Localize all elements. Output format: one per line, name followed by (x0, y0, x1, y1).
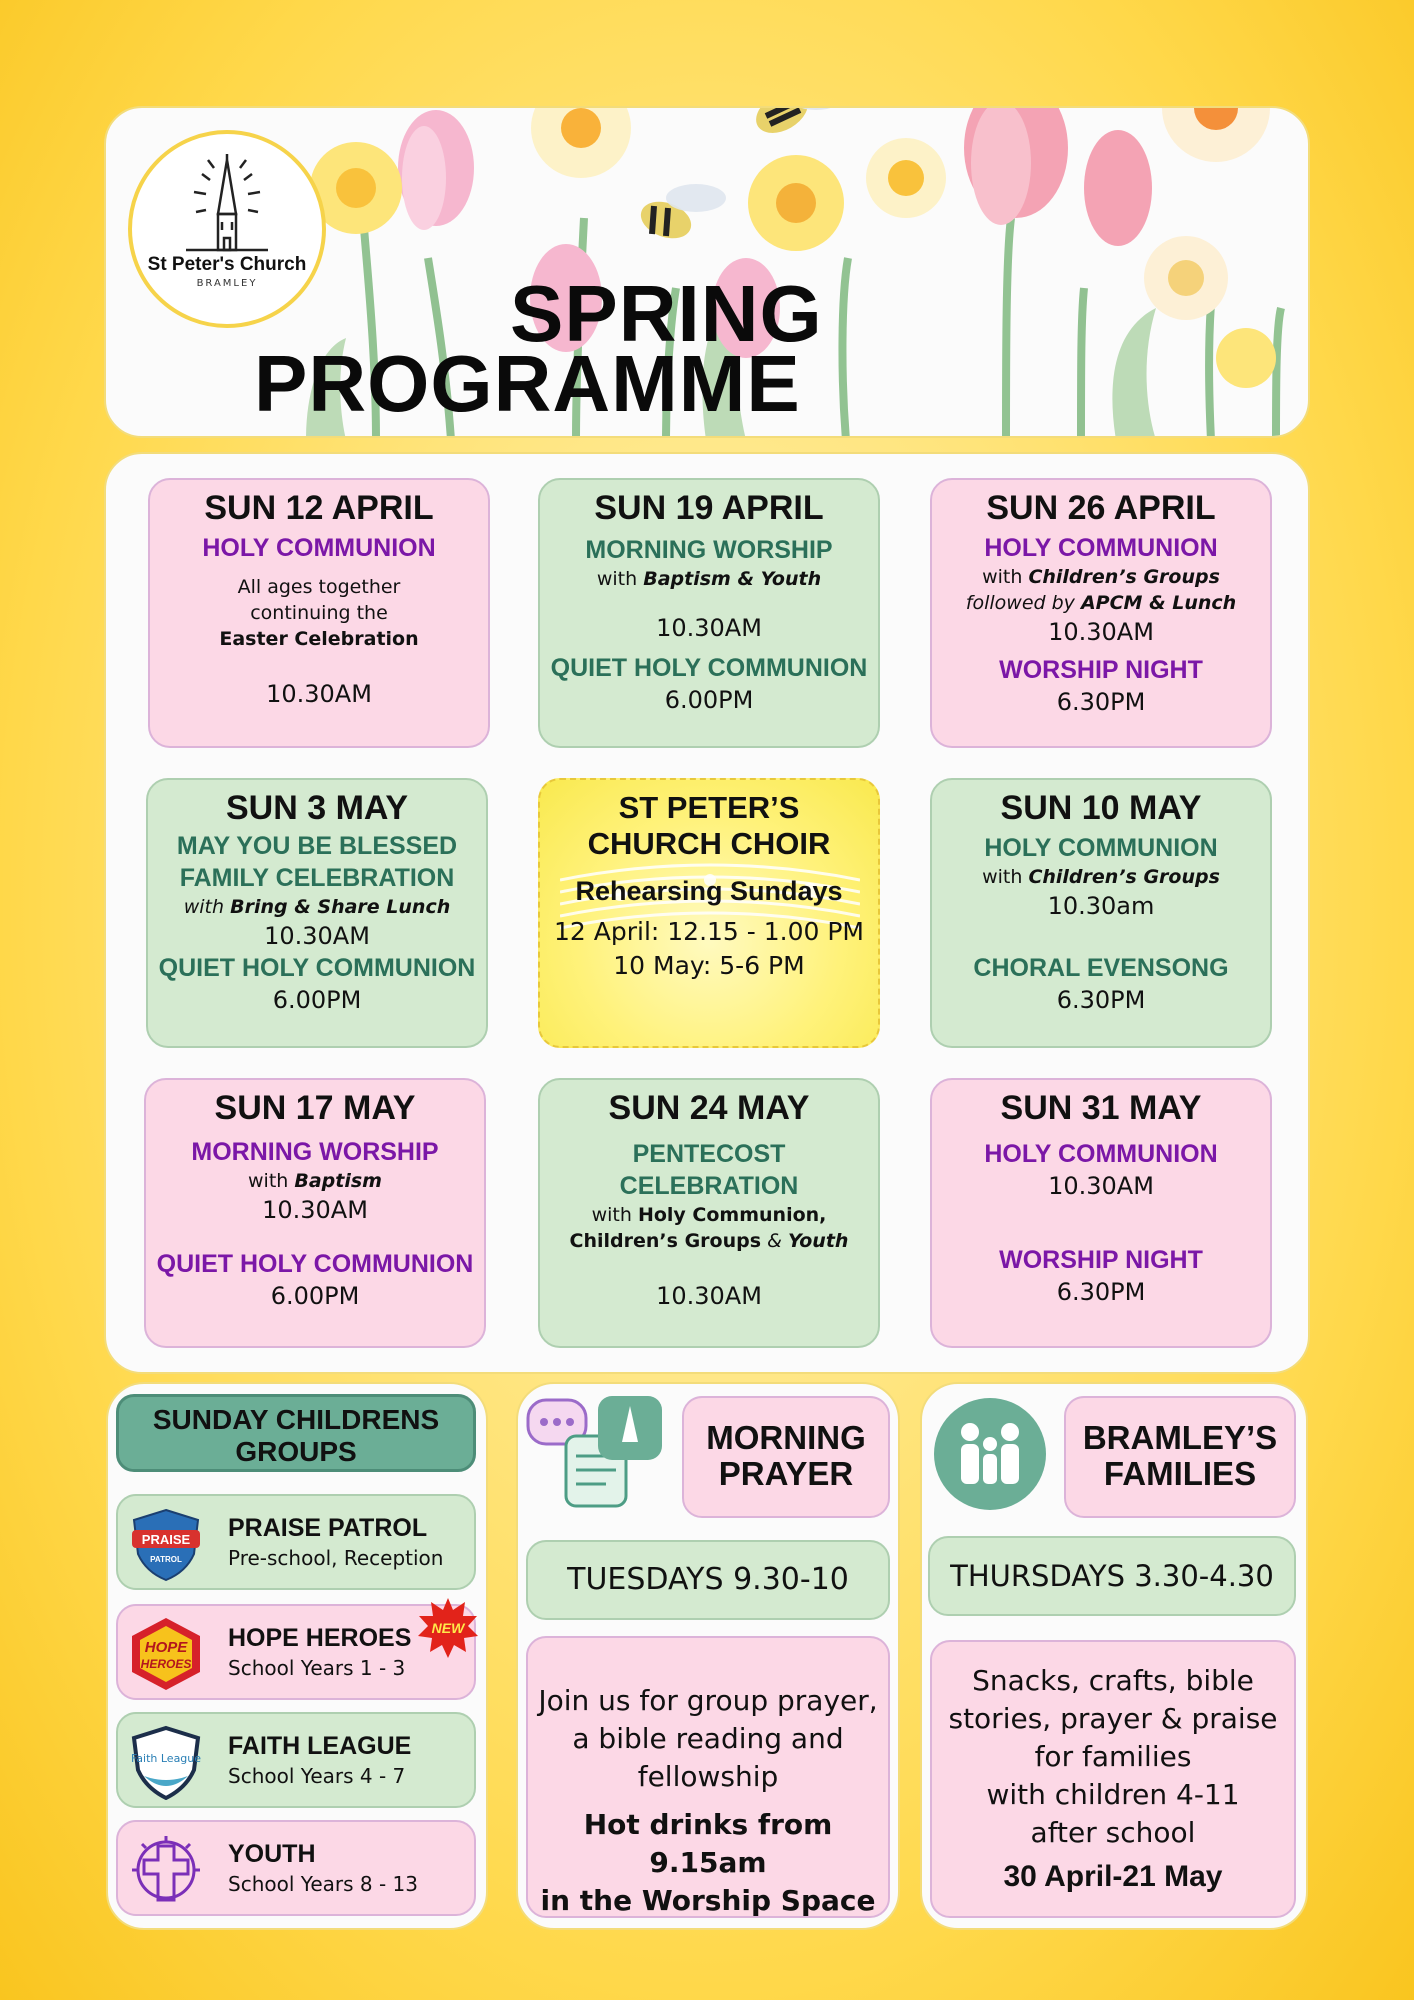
event-heading-2: QUIET HOLY COMMUNION (158, 954, 476, 982)
families-title-line2: FAMILIES (1103, 1455, 1257, 1492)
event-card-sun-19-april (538, 478, 880, 748)
event-heading: MORNING WORSHIP (191, 1138, 439, 1166)
event-heading: HOLY COMMUNION (984, 1140, 1218, 1168)
event-date: SUN 31 MAY (1000, 1089, 1202, 1127)
event-card-sun-17-may (144, 1078, 486, 1348)
group-ages: Pre-school, Reception (228, 1546, 444, 1570)
group-name: PRAISE PATROL (228, 1514, 428, 1542)
description-line: for families (1034, 1740, 1192, 1773)
morning-prayer-description (526, 1636, 890, 1918)
event-heading: HOLY COMMUNION (202, 534, 436, 562)
event-card-sun-12-april (148, 478, 490, 748)
event-heading-b: FAMILY CELEBRATION (179, 864, 455, 892)
group-name: YOUTH (228, 1840, 316, 1868)
youth-cross-icon (128, 1832, 204, 1908)
event-card-sun-3-may (146, 778, 488, 1048)
choir-card (538, 778, 880, 1048)
event-date: SUN 10 MAY (1000, 789, 1202, 827)
praise-patrol-badge-icon (128, 1506, 204, 1582)
choir-title-line1: ST PETER’S (618, 790, 800, 825)
hot-drinks-note: Hot drinks from 9.15am (583, 1808, 833, 1879)
group-youth (116, 1820, 476, 1916)
event-heading: MAY YOU BE BLESSED (176, 832, 458, 860)
group-ages: School Years 4 - 7 (228, 1764, 406, 1788)
event-time-2: 6.00PM (272, 986, 362, 1014)
event-time: 10.30am (1047, 892, 1155, 920)
group-name: FAITH LEAGUE (228, 1732, 412, 1760)
event-heading-2: QUIET HOLY COMMUNION (156, 1250, 474, 1278)
svg-text:Faith League: Faith League (130, 1752, 202, 1765)
event-date: SUN 26 APRIL (986, 489, 1216, 527)
event-with: with Baptism & Youth (596, 568, 822, 590)
morning-prayer-title-line2: PRAYER (718, 1455, 854, 1492)
event-with: with Bring & Share Lunch (183, 896, 451, 918)
event-with: with Holy Communion, (591, 1204, 827, 1226)
event-note: Easter Celebration (219, 628, 419, 650)
description-line: fellowship (637, 1760, 779, 1793)
event-heading-2: WORSHIP NIGHT (999, 1246, 1203, 1274)
hot-drinks-note: in the Worship Space (540, 1884, 876, 1917)
event-with-2: Children’s Groups & Youth (569, 1230, 849, 1252)
svg-text:PATROL: PATROL (150, 1555, 182, 1564)
event-note: All ages together (237, 576, 401, 598)
childrens-groups-panel (106, 1382, 488, 1930)
new-starburst-icon (416, 1596, 480, 1660)
svg-text:HOPE: HOPE (144, 1639, 188, 1656)
event-time: 10.30AM (1048, 1172, 1154, 1200)
event-time-2: 6.30PM (1056, 1278, 1146, 1306)
event-time-2: 6.30PM (1056, 688, 1146, 716)
event-heading-2: CHORAL EVENSONG (973, 954, 1229, 982)
faith-league-badge-icon (128, 1724, 204, 1800)
event-time-2: 6.00PM (664, 686, 754, 714)
svg-text:PRAISE: PRAISE (141, 1532, 191, 1547)
family-icon (934, 1398, 1046, 1510)
event-followed: followed by APCM & Lunch (965, 592, 1237, 614)
families-panel (920, 1382, 1308, 1930)
description-line: a bible reading and (572, 1722, 844, 1755)
families-title-line1: BRAMLEY’S (1082, 1419, 1278, 1456)
group-ages: School Years 8 - 13 (228, 1872, 418, 1896)
page-title-line2: PROGRAMME (254, 339, 801, 428)
event-with: with Children’s Groups (982, 866, 1220, 888)
morning-prayer-title (682, 1396, 890, 1518)
families-description (930, 1640, 1296, 1918)
event-time-2: 6.00PM (270, 1282, 360, 1310)
event-heading-2: WORSHIP NIGHT (999, 656, 1203, 684)
prayer-chat-icon (526, 1396, 666, 1508)
hope-heroes-badge-icon (128, 1616, 204, 1692)
choir-date: 10 May: 5-6 PM (613, 951, 805, 980)
event-date: SUN 12 APRIL (204, 489, 434, 527)
page-title-line1: SPRING (510, 269, 823, 358)
church-logo (128, 130, 326, 328)
event-date: SUN 24 MAY (608, 1089, 810, 1127)
event-heading: HOLY COMMUNION (984, 534, 1218, 562)
church-spire-icon (184, 154, 270, 254)
event-date: SUN 17 MAY (214, 1089, 416, 1127)
event-card-sun-31-may (930, 1078, 1272, 1348)
group-ages: School Years 1 - 3 (228, 1656, 406, 1680)
families-time: THURSDAYS 3.30-4.30 (928, 1536, 1296, 1616)
header-panel (104, 106, 1310, 438)
event-heading-b: CELEBRATION (619, 1172, 799, 1200)
event-date: SUN 19 APRIL (594, 489, 824, 527)
logo-church-name: St Peter's Church (147, 254, 307, 275)
event-heading-2: QUIET HOLY COMMUNION (550, 654, 868, 682)
event-time: 10.30AM (266, 680, 372, 708)
event-heading: PENTECOST (632, 1140, 786, 1168)
morning-prayer-title-line1: MORNING (706, 1419, 866, 1456)
event-time: 10.30AM (656, 614, 762, 642)
group-praise-patrol (116, 1494, 476, 1590)
description-line: Join us for group prayer, (538, 1684, 878, 1717)
morning-prayer-time: TUESDAYS 9.30-10 (526, 1540, 890, 1620)
event-with: with Baptism (248, 1170, 382, 1192)
event-with: with Children’s Groups (982, 566, 1220, 588)
new-tag: NEW (431, 1620, 465, 1636)
choir-title-line2: CHURCH CHOIR (587, 826, 831, 861)
logo-place: BRAMLEY (196, 278, 258, 289)
description-line: Snacks, crafts, bible (972, 1664, 1254, 1697)
group-name: HOPE HEROES (228, 1624, 412, 1652)
event-heading: HOLY COMMUNION (984, 834, 1218, 862)
event-note: continuing the (250, 602, 388, 624)
event-time: 10.30AM (1048, 618, 1154, 646)
event-card-sun-10-may (930, 778, 1272, 1048)
event-time: 10.30AM (264, 922, 370, 950)
choir-date: 12 April: 12.15 - 1.00 PM (553, 917, 864, 946)
group-faith-league (116, 1712, 476, 1808)
event-card-sun-24-may (538, 1078, 880, 1348)
description-line: stories, prayer & praise (948, 1702, 1278, 1735)
event-time: 10.30AM (656, 1282, 762, 1310)
svg-text:HEROES: HEROES (140, 1657, 192, 1671)
event-time: 10.30AM (262, 1196, 368, 1224)
childrens-groups-title (116, 1394, 476, 1472)
families-dates: 30 April-21 May (1003, 1860, 1223, 1893)
event-date: SUN 3 MAY (225, 789, 409, 827)
events-panel (104, 452, 1310, 1374)
families-title (1064, 1396, 1296, 1518)
description-line: after school (1030, 1816, 1196, 1849)
description-line: with children 4-11 (986, 1778, 1240, 1811)
group-hope-heroes (116, 1604, 476, 1700)
morning-prayer-panel (516, 1382, 900, 1930)
event-time-2: 6.30PM (1056, 986, 1146, 1014)
childrens-groups-title-line1: SUNDAY CHILDRENS (152, 1404, 440, 1435)
event-card-sun-26-april (930, 478, 1272, 748)
childrens-groups-title-line2: GROUPS (235, 1436, 357, 1467)
event-heading: MORNING WORSHIP (585, 536, 833, 564)
choir-rehearsing: Rehearsing Sundays (575, 876, 843, 906)
